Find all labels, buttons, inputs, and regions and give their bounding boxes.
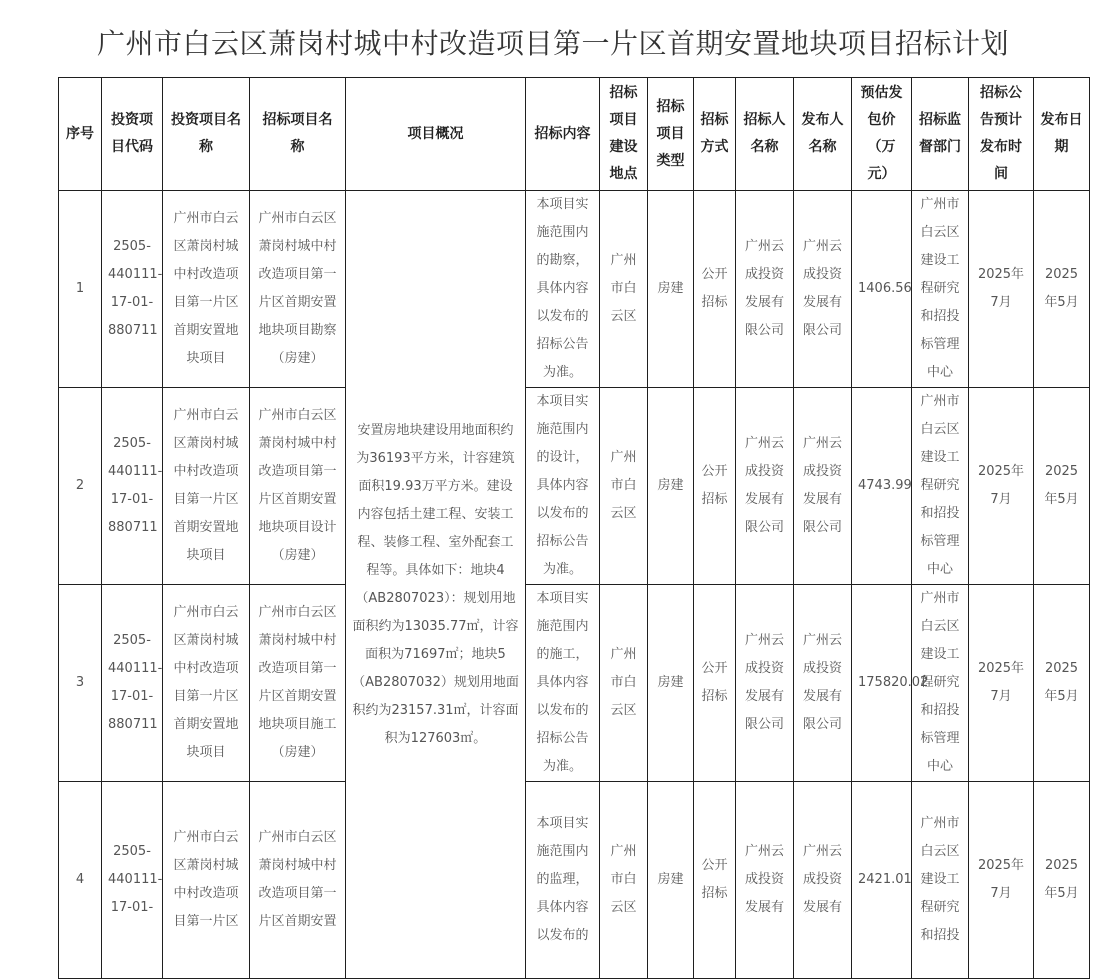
cell-invest-code: 2505-440111-17-01-880711 <box>102 191 163 388</box>
table-row <box>59 782 1090 979</box>
cell-bid-name: 广州市白云区萧岗村城中村改造项目第一片区首期安置地块项目设计（房建） <box>250 388 346 585</box>
cell-publish-date: 2025年5月 <box>1034 388 1090 585</box>
cell-publish-date: 2025年5月 <box>1034 191 1090 388</box>
cell-method: 公开招标 <box>694 191 736 388</box>
cell-price: 175820.02 <box>852 585 912 782</box>
cell-tenderer: 广州云成投资发展有 <box>736 782 794 979</box>
cell-content: 本项目实施范围内的施工，具体内容以发布的招标公告为准。 <box>526 585 600 782</box>
cell-content: 本项目实施范围内的监理，具体内容以发布的 <box>526 782 600 979</box>
header-price: 预估发包价（万元） <box>852 78 912 191</box>
cell-serial: 1 <box>59 191 102 388</box>
cell-publisher: 广州云成投资发展有限公司 <box>794 585 852 782</box>
cell-invest-name: 广州市白云区萧岗村城中村改造项目第一片区首期安置地块项目 <box>163 191 250 388</box>
cell-site: 广州市白云区 <box>600 585 648 782</box>
cell-site: 广州市白云区 <box>600 782 648 979</box>
header-tenderer: 招标人名称 <box>736 78 794 191</box>
table-row <box>59 191 1090 388</box>
cell-type: 房建 <box>648 191 694 388</box>
cell-invest-name: 广州市白云区萧岗村城中村改造项目第一片区 <box>163 782 250 979</box>
cell-type: 房建 <box>648 782 694 979</box>
cell-publisher: 广州云成投资发展有限公司 <box>794 388 852 585</box>
cell-invest-code: 2505-440111-17-01-880711 <box>102 388 163 585</box>
header-bid-name: 招标项目名称 <box>250 78 346 191</box>
cell-content: 本项目实施范围内的勘察，具体内容以发布的招标公告为准。 <box>526 191 600 388</box>
cell-site: 广州市白云区 <box>600 191 648 388</box>
cell-content: 本项目实施范围内的设计，具体内容以发布的招标公告为准。 <box>526 388 600 585</box>
table-row <box>59 388 1090 585</box>
header-dept: 招标监督部门 <box>912 78 969 191</box>
cell-dept: 广州市白云区建设工程研究和招投 <box>912 782 969 979</box>
cell-invest-code: 2505-440111-17-01-880711 <box>102 585 163 782</box>
cell-serial: 4 <box>59 782 102 979</box>
cell-notice-time: 2025年7月 <box>969 388 1034 585</box>
cell-tenderer: 广州云成投资发展有限公司 <box>736 191 794 388</box>
cell-tenderer: 广州云成投资发展有限公司 <box>736 585 794 782</box>
header-notice-time: 招标公告预计发布时间 <box>969 78 1034 191</box>
cell-bid-name: 广州市白云区萧岗村城中村改造项目第一片区首期安置地块项目勘察（房建） <box>250 191 346 388</box>
cell-method: 公开招标 <box>694 585 736 782</box>
cell-price: 2421.01 <box>852 782 912 979</box>
table-header-row <box>59 78 1090 191</box>
header-type: 招标项目类型 <box>648 78 694 191</box>
cell-publisher: 广州云成投资发展有限公司 <box>794 191 852 388</box>
cell-dept: 广州市白云区建设工程研究和招投标管理中心 <box>912 191 969 388</box>
bid-plan-table <box>58 77 1090 979</box>
cell-type: 房建 <box>648 585 694 782</box>
cell-invest-code: 2505-440111-17-01- <box>102 782 163 979</box>
header-site: 招标项目建设地点 <box>600 78 648 191</box>
cell-price: 4743.99 <box>852 388 912 585</box>
cell-serial: 3 <box>59 585 102 782</box>
cell-tenderer: 广州云成投资发展有限公司 <box>736 388 794 585</box>
header-method: 招标方式 <box>694 78 736 191</box>
header-invest-code: 投资项目代码 <box>102 78 163 191</box>
cell-overview: 安置房地块建设用地面积约为36193平方米，计容建筑面积19.93万平方米。建设内容包括土建工程、安装工程、装修工程、室外配套工程等。具体如下：地块4（AB2807023）：规划用地面积约为13035.77㎡，计容面积为71697㎡；地块5（AB2807032）规划用地面积约为23157.31㎡，计容面积为127603㎡。 <box>346 191 526 979</box>
table-row <box>59 585 1090 782</box>
header-content: 招标内容 <box>526 78 600 191</box>
cell-bid-name: 广州市白云区萧岗村城中村改造项目第一片区首期安置地块项目施工（房建） <box>250 585 346 782</box>
cell-notice-time: 2025年7月 <box>969 191 1034 388</box>
cell-dept: 广州市白云区建设工程研究和招投标管理中心 <box>912 585 969 782</box>
header-invest-name: 投资项目名称 <box>163 78 250 191</box>
cell-publisher: 广州云成投资发展有 <box>794 782 852 979</box>
cell-invest-name: 广州市白云区萧岗村城中村改造项目第一片区首期安置地块项目 <box>163 585 250 782</box>
cell-method: 公开招标 <box>694 388 736 585</box>
cell-serial: 2 <box>59 388 102 585</box>
cell-invest-name: 广州市白云区萧岗村城中村改造项目第一片区首期安置地块项目 <box>163 388 250 585</box>
header-overview: 项目概况 <box>346 78 526 191</box>
cell-notice-time: 2025年7月 <box>969 585 1034 782</box>
header-publisher: 发布人名称 <box>794 78 852 191</box>
cell-dept: 广州市白云区建设工程研究和招投标管理中心 <box>912 388 969 585</box>
header-publish-date: 发布日期 <box>1034 78 1090 191</box>
cell-site: 广州市白云区 <box>600 388 648 585</box>
cell-method: 公开招标 <box>694 782 736 979</box>
cell-publish-date: 2025年5月 <box>1034 585 1090 782</box>
cell-notice-time: 2025年7月 <box>969 782 1034 979</box>
cell-bid-name: 广州市白云区萧岗村城中村改造项目第一片区首期安置 <box>250 782 346 979</box>
cell-publish-date: 2025年5月 <box>1034 782 1090 979</box>
cell-price: 1406.56 <box>852 191 912 388</box>
header-serial: 序号 <box>59 78 102 191</box>
page-title: 广州市白云区萧岗村城中村改造项目第一片区首期安置地块项目招标计划 <box>96 27 1009 60</box>
cell-type: 房建 <box>648 388 694 585</box>
